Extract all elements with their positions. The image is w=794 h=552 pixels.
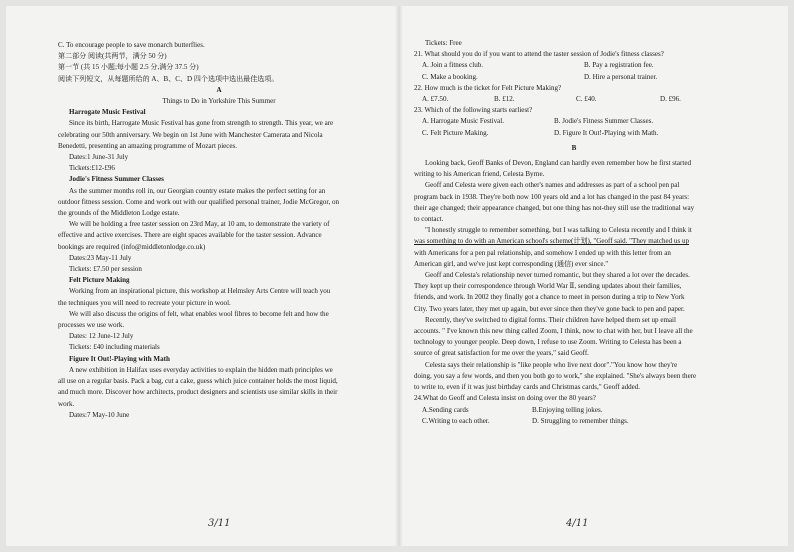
dates-line: Dates:7 May-10 June — [69, 410, 130, 419]
option-b: B. Jodie's Fitness Summer Classes. — [554, 117, 654, 126]
dates-line: Dates:23 May-11 July — [69, 253, 132, 262]
question-23-options-row-2 — [414, 128, 734, 139]
paragraph-line: effective and active exercises. There are eight spaces available for the taster session. Advance — [58, 231, 322, 240]
passage-line: program back in 1938. They're both now 100 years old and a lot has changed in the past 84 years: — [414, 192, 690, 201]
dates-line: Dates: 12 June-12 July — [69, 332, 134, 341]
section-heading: 第二部分 阅读(共两节，满分 50 分) — [58, 52, 167, 61]
paragraph-line: As the summer months roll in, our Georgian country estate makes the perfect setting for an — [69, 186, 326, 195]
paragraph-line: all use on a regular basis. Pack a bag, cut a cake, guess which juice container holds the most liquid, — [58, 377, 338, 386]
passage-line: Looking back, Geoff Banks of Devon, England can hardly even remember how he first started — [425, 159, 692, 168]
question-22-stem: 22. How much is the ticket for Felt Picture Making? — [414, 83, 562, 92]
option-d: D. Figure It Out!-Playing with Math. — [554, 128, 659, 137]
paragraph-line: Since its birth, Harrogate Music Festival has gone from strength to strength. This year, we are — [69, 119, 334, 128]
heading-jodie: Jodie's Fitness Summer Classes — [69, 175, 164, 184]
paragraph-line: processes we use work. — [58, 321, 125, 330]
question-23-stem: 23. Which of the following starts earliest? — [414, 106, 533, 115]
passage-label-b: B — [571, 143, 577, 152]
passage-line: to contact. — [414, 215, 444, 224]
passage-line: American girl, and we've just kept corresponding (通信) ever since." — [414, 259, 609, 268]
tickets-line: Tickets:£12-£96 — [69, 164, 115, 173]
subsection-heading: 第一节 (共 15 小题;每小题 2.5 分,满分 37.5 分) — [58, 63, 199, 72]
left-page — [58, 40, 380, 421]
question-21-options-row-2 — [414, 72, 734, 83]
passage-line: friends, and work. In 2002 they finally got a chance to meet in person during a trip to New York — [414, 293, 685, 302]
question-21-options-row-1 — [414, 60, 734, 71]
option-c: C.Writing to each other. — [422, 416, 490, 425]
paragraph-line: We will be holding a free taster session on 23rd May, at 10 am, to demonstrate the variety of — [69, 220, 330, 229]
question-22-options — [414, 94, 734, 105]
paragraph-line: We will also discuss the origins of felt, what enables wool fibres to become felt and how the — [69, 309, 329, 318]
passage-line: Celesta says their relationship is "like people who live next door"."You know how they're — [425, 360, 678, 369]
heading-harrogate: Harrogate Music Festival — [69, 108, 146, 117]
paragraph-line: Benedetti, presenting an amazing programme of Mozart pieces. — [58, 141, 238, 150]
passage-line: technology to younger people. Deep down, I refuse to use Zoom. Writing to Celesta has been a — [414, 338, 682, 347]
tickets-line: Tickets: £7.50 per session — [69, 265, 142, 274]
instructions: 阅读下列短文，从每题所给的 A、B、C、D 四个选项中选出最佳选项。 — [58, 74, 279, 83]
option-c: C. Felt Picture Making. — [422, 128, 489, 137]
passage-title: Things to Do in Yorkshire This Summer — [162, 97, 276, 106]
paragraph-line: Working from an inspirational picture, this workshop at Helmsley Arts Centre will teach you — [69, 287, 331, 296]
option-c-line: C. To encourage people to save monarch butterflies. — [58, 41, 205, 49]
option-a: A. Join a fitness club. — [422, 61, 484, 70]
passage-line: accounts. " I've known this new thing called Zoom, I think, now to chat with her, but I leave all the — [414, 327, 693, 336]
passage-line: to write to, even if it was just birthday cards and Christmas cards," Geoff added. — [414, 383, 641, 392]
option-b: B. Pay a registration fee. — [584, 61, 654, 70]
passage-line: "I honestly struggle to remember something, but I was talking to Celesta recently and I think it — [425, 226, 692, 235]
passage-line: City. Two years later, they met up again, but ever since then they've gone back to pen and paper. — [414, 304, 685, 313]
passage-label-a: A — [216, 85, 222, 94]
question-24-stem: 24.What do Geoff and Celesta insist on doing over the 80 years? — [414, 394, 596, 403]
passage-line: Geoff and Celesta were given each other's names and addresses as part of a school pen pal — [425, 181, 680, 190]
passage-line-underlined: was something to do with an American school's scheme(计划), "Geoff said. "They matched us up — [414, 237, 690, 246]
paragraph-line: the techniques you will need to recreate your picture in wool. — [58, 298, 231, 307]
paragraph-line: work. — [58, 399, 75, 408]
option-b: B. £12. — [494, 95, 515, 104]
option-a: A.Sending cards — [422, 405, 469, 414]
question-24-options-row-2 — [414, 416, 734, 427]
passage-line: source of great satisfaction for me over the years," said Geoff. — [414, 349, 589, 358]
question-21-stem: 21. What should you do if you want to attend the taster session of Jodie's fitness classes? — [414, 50, 664, 59]
passage-line: Geoff and Celesta's relationship never turned romantic, but they shared a lot over the decades. — [425, 271, 690, 280]
option-b: B.Enjoying telling jokes. — [532, 405, 603, 414]
passage-line: writing to his American friend, Celesta Byrne. — [414, 170, 545, 179]
page-fold — [395, 6, 403, 546]
passage-line: with Americans for a pen pal relationship, and somehow I ended up with this letter from an — [414, 248, 671, 257]
passage-line: their age changed; their appearance changed, but one thing has not-they still use the traditional way — [414, 203, 695, 212]
paragraph-line: bookings are required (info@middletonlodge.co.uk) — [58, 242, 206, 251]
option-a: A. £7.50. — [422, 95, 449, 104]
dates-line: Dates:1 June-31 July — [69, 153, 129, 162]
heading-math: Figure It Out!-Playing with Math — [69, 354, 170, 363]
option-a: A. Harrogate Music Festival. — [422, 117, 504, 126]
left-page-number: 3/11 — [208, 518, 231, 529]
option-d: D. Struggling to remember things. — [532, 416, 629, 425]
option-c: C. Make a booking. — [422, 72, 478, 81]
question-24-options-row-1 — [414, 405, 734, 416]
passage-line: Recently, they've switched to digital forms. Their children have helped them set up email — [425, 315, 676, 324]
passage-line: doing, you say a few words, and then you both go to work," she explained. "She's always been there — [414, 371, 697, 380]
option-c: C. £40. — [576, 95, 597, 104]
paragraph-line: A new exhibition in Halifax uses everyday activities to explain the hidden math principles we — [69, 365, 333, 374]
paragraph-line: celebrating our 50th anniversary. We begin on 1st June with Manchester Camerata and Nicola — [58, 130, 323, 139]
passage-line: They kept up their correspondence through World War Ⅱ, sending updates about their families, — [414, 282, 682, 291]
tickets-line: Tickets: Free — [425, 39, 462, 47]
paragraph-line: and much more. Discover how architects, product designers and scientists use similar skills in their — [58, 388, 338, 397]
right-page-number: 4/11 — [566, 518, 589, 529]
option-d: D. Hire a personal trainer. — [584, 72, 658, 81]
tickets-line: Tickets: £40 including materials — [69, 343, 160, 352]
option-d: D. £96. — [660, 95, 681, 104]
paragraph-line: the grounds of the Middleton Lodge estate. — [58, 209, 180, 218]
heading-felt: Felt Picture Making — [69, 276, 130, 285]
paragraph-line: outdoor fitness session. Come and work out with our qualified personal trainer, Jodie McGregor, on — [58, 197, 340, 206]
right-page — [414, 38, 734, 427]
question-23-options-row-1 — [414, 116, 734, 127]
